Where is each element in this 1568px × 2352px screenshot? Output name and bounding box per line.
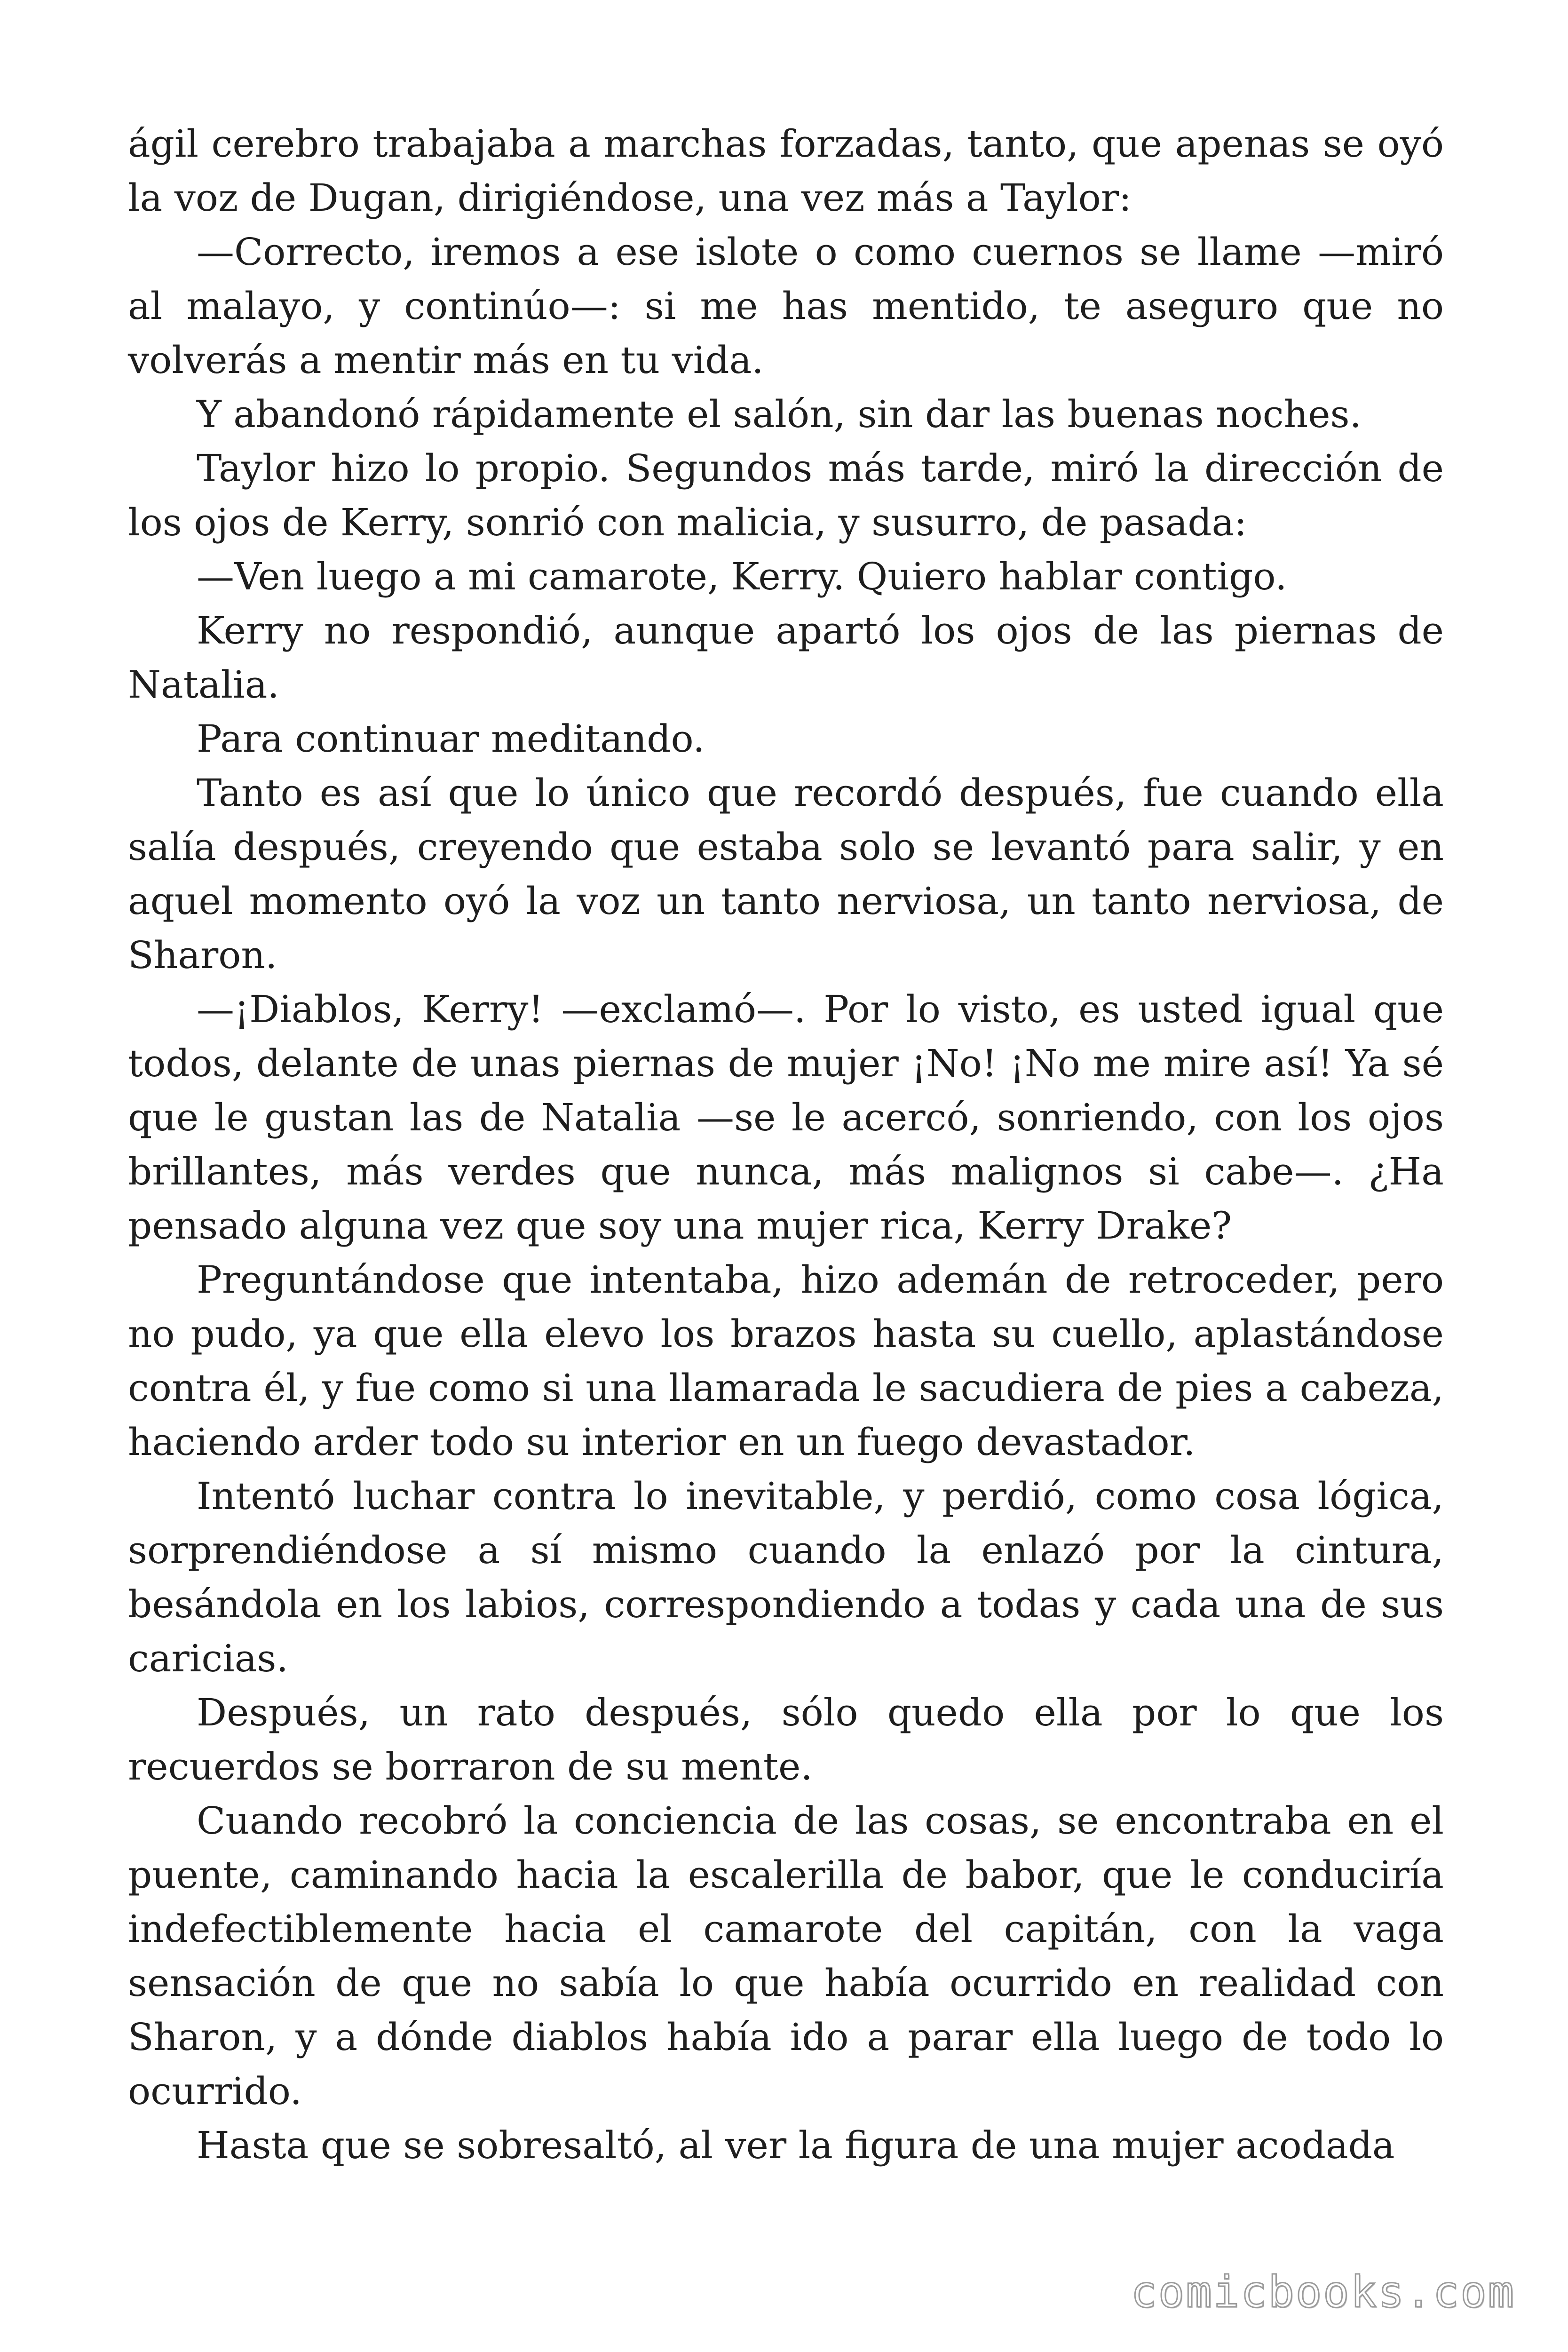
paragraph-continued: ágil cerebro trabajaba a marchas forzadas, tanto, que apenas se oyó la voz de Dugan, dirigiéndose, una vez más a Taylor:	[128, 122, 1444, 220]
paragraph: Cuando recobró la conciencia de las cosas, se encontraba en el puente, caminando hacia la escalerilla de babor, que le conduciría indefectiblemente hacia el camarote del capitán, con la vaga sensación de que no sabía lo que había ocurrido en realidad con Sharon, y a dónde diablos había ido a parar ella luego de todo lo ocurrido.	[128, 1799, 1444, 2113]
paragraph: Taylor hizo lo propio. Segundos más tarde, miró la dirección de los ojos de Kerry, sonrió con malicia, y susurro, de pasada:	[128, 446, 1444, 544]
paragraph: Para continuar meditando.	[197, 717, 705, 761]
watermark: comicbooks.com	[1131, 2267, 1515, 2317]
paragraph: Y abandonó rápidamente el salón, sin dar las buenas noches.	[197, 392, 1362, 436]
paragraph: Kerry no respondió, aunque apartó los ojos de las piernas de Natalia.	[128, 609, 1444, 707]
paragraph: Hasta que se sobresaltó, al ver la figura de una mujer acodada	[197, 2123, 1395, 2167]
paragraph: Tanto es así que lo único que recordó después, fue cuando ella salía después, creyendo que estaba solo se levantó para salir, y en aquel momento oyó la voz un tanto nerviosa, un tanto nerviosa, de Sharon.	[128, 771, 1444, 977]
paragraph: —Ven luego a mi camarote, Kerry. Quiero hablar contigo.	[197, 555, 1287, 598]
page-text	[128, 117, 1444, 2172]
paragraph: Intentó luchar contra lo inevitable, y perdió, como cosa lógica, sorprendiéndose a sí mismo cuando la enlazó por la cintura, besándola en los labios, correspondiendo a todas y cada una de sus caricias.	[128, 1474, 1444, 1680]
paragraph: Después, un rato después, sólo quedo ella por lo que los recuerdos se borraron de su mente.	[128, 1691, 1444, 1788]
paragraph: Preguntándose que intentaba, hizo ademán de retroceder, pero no pudo, ya que ella elevo los brazos hasta su cuello, aplastándose contra él, y fue como si una llamarada le sacudiera de pies a cabeza, haciendo arder todo su interior en un fuego devastador.	[128, 1258, 1444, 1464]
paragraph: —Correcto, iremos a ese islote o como cuernos se llame —miró al malayo, y continúo—: si me has mentido, te aseguro que no volverás a mentir más en tu vida.	[128, 230, 1444, 382]
paragraph: —¡Diablos, Kerry! —exclamó—. Por lo visto, es usted igual que todos, delante de unas piernas de mujer ¡No! ¡No me mire así! Ya sé que le gustan las de Natalia —se le acercó, sonriendo, con los ojos brillantes, más verdes que nunca, más malignos si cabe—. ¿Ha pensado alguna vez que soy una mujer rica, Kerry Drake?	[128, 987, 1444, 1248]
